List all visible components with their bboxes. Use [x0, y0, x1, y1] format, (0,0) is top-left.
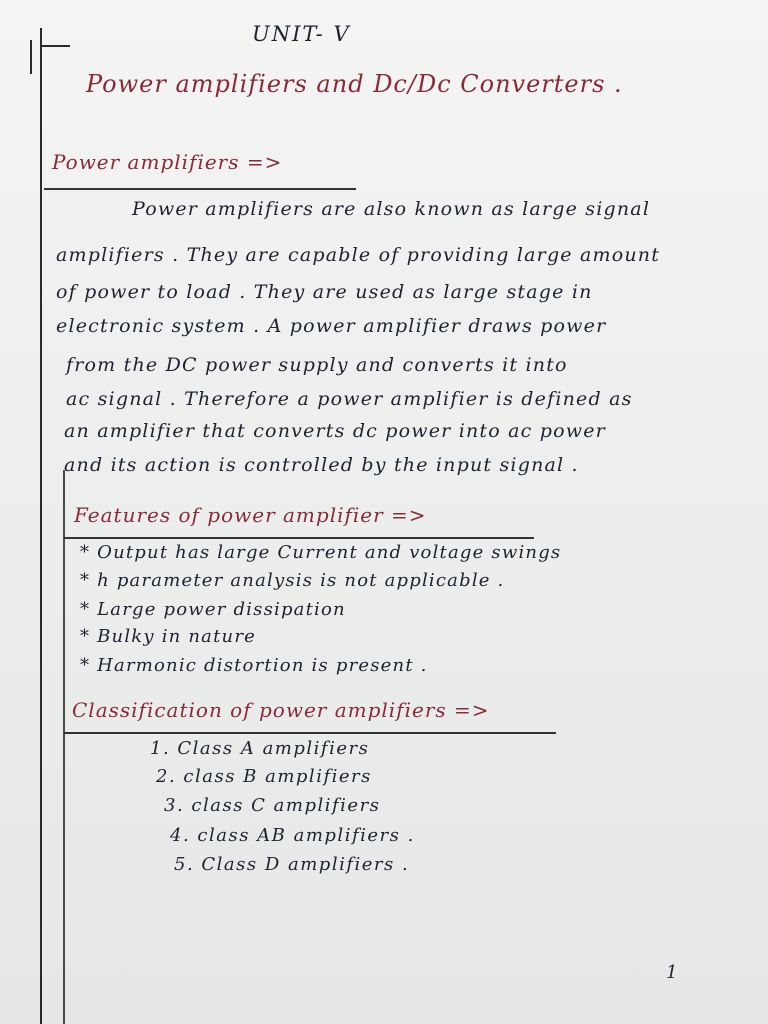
class-item: 2. class B amplifiers [156, 766, 372, 787]
paragraph-line: amplifiers . They are capable of providing large amount [56, 244, 661, 266]
margin-tick [40, 45, 70, 47]
paragraph-line: Power amplifiers are also known as large signal [132, 198, 651, 220]
class-item: 3. class C amplifiers [164, 795, 381, 816]
paragraph-line: of power to load . They are used as large stage in [56, 281, 593, 303]
feature-item: * Bulky in nature [80, 626, 256, 647]
heading-underline [44, 188, 356, 190]
class-item: 1. Class A amplifiers [150, 738, 370, 759]
heading-underline [64, 732, 556, 734]
paragraph-line: electronic system . A power amplifier draws power [56, 315, 607, 337]
page-title: Power amplifiers and Dc/Dc Converters . [86, 70, 623, 98]
section-heading-classification: Classification of power amplifiers => [72, 698, 490, 722]
margin-line [40, 28, 42, 1024]
paragraph-line: and its action is controlled by the input signal . [64, 454, 579, 476]
section-heading-power-amplifiers: Power amplifiers => [52, 150, 283, 174]
paragraph-line: from the DC power supply and converts it into [66, 354, 568, 376]
feature-item: * Large power dissipation [80, 599, 346, 620]
paragraph-line: ac signal . Therefore a power amplifier is defined as [66, 388, 633, 410]
feature-item: * Harmonic distortion is present . [80, 655, 428, 676]
heading-underline [64, 537, 534, 539]
edge-mark [30, 40, 32, 74]
paragraph-line: an amplifier that converts dc power into ac power [64, 420, 606, 442]
inner-margin-line [63, 470, 65, 1024]
unit-title: UNIT- V [252, 22, 351, 46]
class-item: 4. class AB amplifiers . [170, 825, 415, 846]
section-heading-features: Features of power amplifier => [74, 503, 427, 527]
feature-item: * Output has large Current and voltage swings [80, 542, 562, 563]
feature-item: * h parameter analysis is not applicable . [80, 570, 505, 591]
class-item: 5. Class D amplifiers . [174, 854, 410, 875]
corner-mark: 1 [666, 962, 678, 983]
